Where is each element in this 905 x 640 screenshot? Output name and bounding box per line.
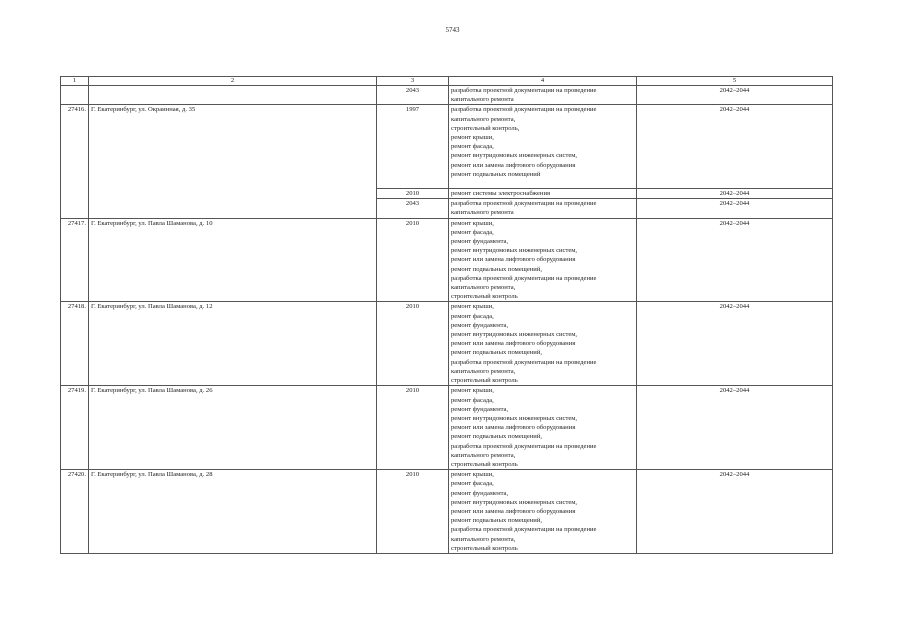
work-item: капитального ремонта,	[451, 451, 516, 459]
column-header-5: 5	[637, 77, 833, 86]
table-row	[61, 86, 833, 105]
period-cell: 2042–2044	[637, 218, 833, 302]
work-item: ремонт или замена лифтового оборудования	[451, 161, 576, 169]
work-item: строительный контроль	[451, 460, 518, 468]
work-item: ремонт внутридомовых инженерных систем,	[451, 331, 578, 339]
works-cell	[449, 470, 637, 554]
work-item: ремонт внутридомовых инженерных систем,	[451, 247, 578, 255]
work-item: капитального ремонта,	[451, 367, 516, 375]
object-address: Г. Екатеринбург, ул. Павла Шаманова, д. 10	[89, 218, 377, 302]
work-item: ремонт крыши,	[451, 134, 494, 142]
year-cell: 2010	[377, 470, 449, 554]
object-number	[61, 86, 89, 105]
table-row	[61, 302, 833, 386]
object-number: 27419.	[61, 386, 89, 470]
work-item: ремонт фасада,	[451, 228, 494, 236]
year-cell: 2010	[377, 302, 449, 386]
table-row	[61, 470, 833, 554]
column-number-row	[61, 77, 833, 86]
table-body	[61, 86, 833, 554]
table-row	[61, 386, 833, 470]
work-item: капитального ремонта,	[451, 284, 516, 292]
column-header-4: 4	[449, 77, 637, 86]
work-item: ремонт подвальных помещений,	[451, 349, 542, 357]
object-address: Г. Екатеринбург, ул. Окраинная, д. 35	[89, 105, 377, 218]
object-address: Г. Екатеринбург, ул. Павла Шаманова, д. 12	[89, 302, 377, 386]
year-cell: 1997	[377, 105, 449, 189]
works-cell	[449, 302, 637, 386]
period-cell: 2042–2044	[637, 386, 833, 470]
work-item: разработка проектной документации на проведение	[451, 442, 597, 450]
work-item: ремонт внутридомовых инженерных систем,	[451, 498, 578, 506]
object-number: 27420.	[61, 470, 89, 554]
work-item: ремонт или замена лифтового оборудования	[451, 340, 576, 348]
works-cell	[449, 218, 637, 302]
period-cell: 2042–2044	[637, 86, 833, 105]
work-item: ремонт крыши,	[451, 303, 494, 311]
period-cell: 2042–2044	[637, 189, 833, 199]
work-item: ремонт подвальных помещений	[451, 170, 541, 178]
work-item: строительный контроль,	[451, 124, 520, 132]
object-number: 27416.	[61, 105, 89, 218]
page-number: 5743	[445, 26, 460, 34]
period-cell: 2042–2044	[637, 302, 833, 386]
work-item: ремонт фундамента,	[451, 405, 509, 413]
work-item: ремонт или замена лифтового оборудования	[451, 507, 576, 515]
capital-repair-table	[60, 76, 833, 554]
work-item: ремонт фундамента,	[451, 489, 509, 497]
work-item: ремонт внутридомовых инженерных систем,	[451, 152, 578, 160]
work-item: капитального ремонта,	[451, 535, 516, 543]
work-item: ремонт подвальных помещений,	[451, 517, 542, 525]
object-number: 27418.	[61, 302, 89, 386]
work-item: ремонт фасада,	[451, 396, 494, 404]
work-item: ремонт подвальных помещений,	[451, 433, 542, 441]
year-cell: 2043	[377, 199, 449, 218]
work-item: разработка проектной документации на проведение	[451, 526, 597, 534]
work-item: разработка проектной документации на проведение	[451, 274, 597, 282]
work-item: ремонт или замена лифтового оборудования	[451, 424, 576, 432]
work-item: разработка проектной документации на проведение	[451, 106, 597, 114]
works-cell	[449, 386, 637, 470]
work-item: строительный контроль	[451, 377, 518, 385]
column-header-2: 2	[89, 77, 377, 86]
works-cell	[449, 86, 637, 105]
works-cell	[449, 199, 637, 218]
work-item: ремонт фасада,	[451, 480, 494, 488]
period-cell: 2042–2044	[637, 199, 833, 218]
works-cell	[449, 189, 637, 199]
table-row	[61, 105, 833, 189]
work-item: ремонт или замена лифтового оборудования	[451, 256, 576, 264]
column-header-1: 1	[61, 77, 89, 86]
object-address: Г. Екатеринбург, ул. Павла Шаманова, д. 28	[89, 470, 377, 554]
work-item: капитального ремонта	[451, 209, 514, 217]
work-item: ремонт крыши,	[451, 219, 494, 227]
work-item: разработка проектной документации на проведение	[451, 200, 597, 208]
work-item: разработка проектной документации на проведение	[451, 358, 597, 366]
work-item: ремонт крыши,	[451, 387, 494, 395]
works-cell	[449, 105, 637, 189]
work-item: ремонт фундамента,	[451, 321, 509, 329]
work-item: строительный контроль	[451, 544, 518, 552]
period-cell: 2042–2044	[637, 105, 833, 189]
object-number: 27417.	[61, 218, 89, 302]
work-item: капитального ремонта	[451, 96, 514, 104]
table-row	[61, 218, 833, 302]
work-item: разработка проектной документации на проведение	[451, 87, 597, 94]
object-address	[89, 86, 377, 105]
work-item: ремонт фасада,	[451, 143, 494, 151]
period-cell: 2042–2044	[637, 470, 833, 554]
work-item: ремонт крыши,	[451, 471, 494, 479]
year-cell: 2010	[377, 218, 449, 302]
year-cell: 2043	[377, 86, 449, 105]
object-address: Г. Екатеринбург, ул. Павла Шаманова, д. 26	[89, 386, 377, 470]
work-item: ремонт фасада,	[451, 312, 494, 320]
year-cell: 2010	[377, 189, 449, 199]
work-item: ремонт внутридомовых инженерных систем,	[451, 414, 578, 422]
work-item: строительный контроль	[451, 293, 518, 301]
column-header-3: 3	[377, 77, 449, 86]
work-item: капитального ремонта,	[451, 115, 516, 123]
work-item: ремонт фундамента,	[451, 238, 509, 246]
work-item: ремонт подвальных помещений,	[451, 265, 542, 273]
work-item: ремонт системы электроснабжения	[451, 190, 551, 198]
year-cell: 2010	[377, 386, 449, 470]
